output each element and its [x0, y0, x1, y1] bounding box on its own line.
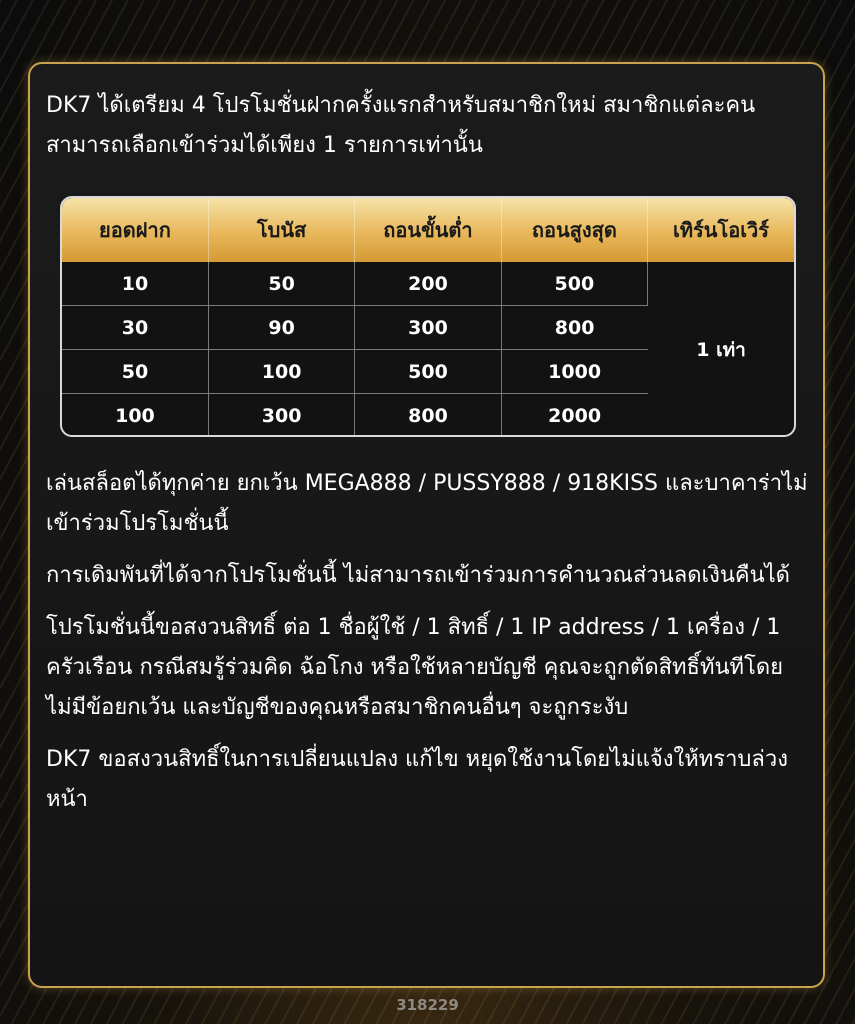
header-max-withdraw: ถอนสูงสุด [501, 198, 647, 262]
term-paragraph-changes: DK7 ขอสงวนสิทธิ์ในการเปลี่ยนแปลง แก้ไข หยุดใช้งานโดยไม่แจ้งให้ทราบล่วงหน้า [46, 747, 788, 812]
promotion-table-container [60, 196, 796, 437]
promotion-table [62, 198, 794, 437]
cell-bonus: 100 [208, 350, 354, 394]
cell-max-withdraw: 500 [501, 262, 647, 306]
header-turnover: เทิร์นโอเวิร์ [648, 198, 794, 262]
cell-max-withdraw: 800 [501, 306, 647, 350]
cell-min-withdraw: 200 [355, 262, 501, 306]
term-paragraph-rights: โปรโมชั่นนี้ขอสงวนสิทธิ์ ต่อ 1 ชื่อผู้ใช้ / 1 สิทธิ์ / 1 IP address / 1 เครื่อง / 1 ครัวเรือน กรณีสมรู้ร่วมคิด ฉ้อโกง หรือใช้หลายบัญชี คุณจะถูกตัดสิทธิ์ทันทีโดยไม่มีข้อยกเว้น และบัญชีของคุณหรือสมาชิกคนอื่นๆ จะถูกระงับ [46, 615, 784, 720]
header-min-withdraw: ถอนขั้นต่ำ [355, 198, 501, 262]
cell-min-withdraw: 500 [355, 350, 501, 394]
cell-deposit: 10 [62, 262, 208, 306]
footer-code: 318229 [396, 996, 459, 1014]
cell-max-withdraw: 2000 [548, 404, 602, 427]
promotion-panel [28, 62, 825, 988]
table-row [62, 262, 794, 306]
cell-bonus: 90 [208, 306, 354, 350]
cell-deposit: 30 [62, 306, 208, 350]
cell-max-withdraw: 1000 [501, 350, 647, 394]
cell-min-withdraw: 800 [355, 394, 501, 438]
cell-deposit: 50 [62, 350, 208, 394]
term-paragraph-cashback: การเดิมพันที่ได้จากโปรโมชั่นนี้ ไม่สามารถเข้าร่วมการคำนวณส่วนลดเงินคืนได้ [46, 563, 790, 588]
header-deposit: ยอดฝาก [62, 198, 208, 262]
cell-bonus: 300 [208, 394, 354, 438]
intro-text: DK7 ได้เตรียม 4 โปรโมชั่นฝากครั้งแรกสำหรับสมาชิกใหม่ สมาชิกแต่ละคนสามารถเลือกเข้าร่วมได้เพียง 1 รายการเท่านั้น [46, 93, 756, 158]
table-header-row [62, 198, 794, 262]
terms-list [46, 464, 816, 832]
cell-bonus: 50 [208, 262, 354, 306]
header-bonus: โบนัส [208, 198, 354, 262]
cell-deposit: 100 [62, 394, 208, 438]
cell-min-withdraw: 300 [355, 306, 501, 350]
term-paragraph-excluded-games: เล่นสล็อตได้ทุกค่าย ยกเว้น MEGA888 / PUSSY888 / 918KISS และบาคาร่าไม่เข้าร่วมโปรโมชั่นนี้ [46, 471, 808, 536]
cell-turnover: 1 เท่า [696, 338, 746, 361]
